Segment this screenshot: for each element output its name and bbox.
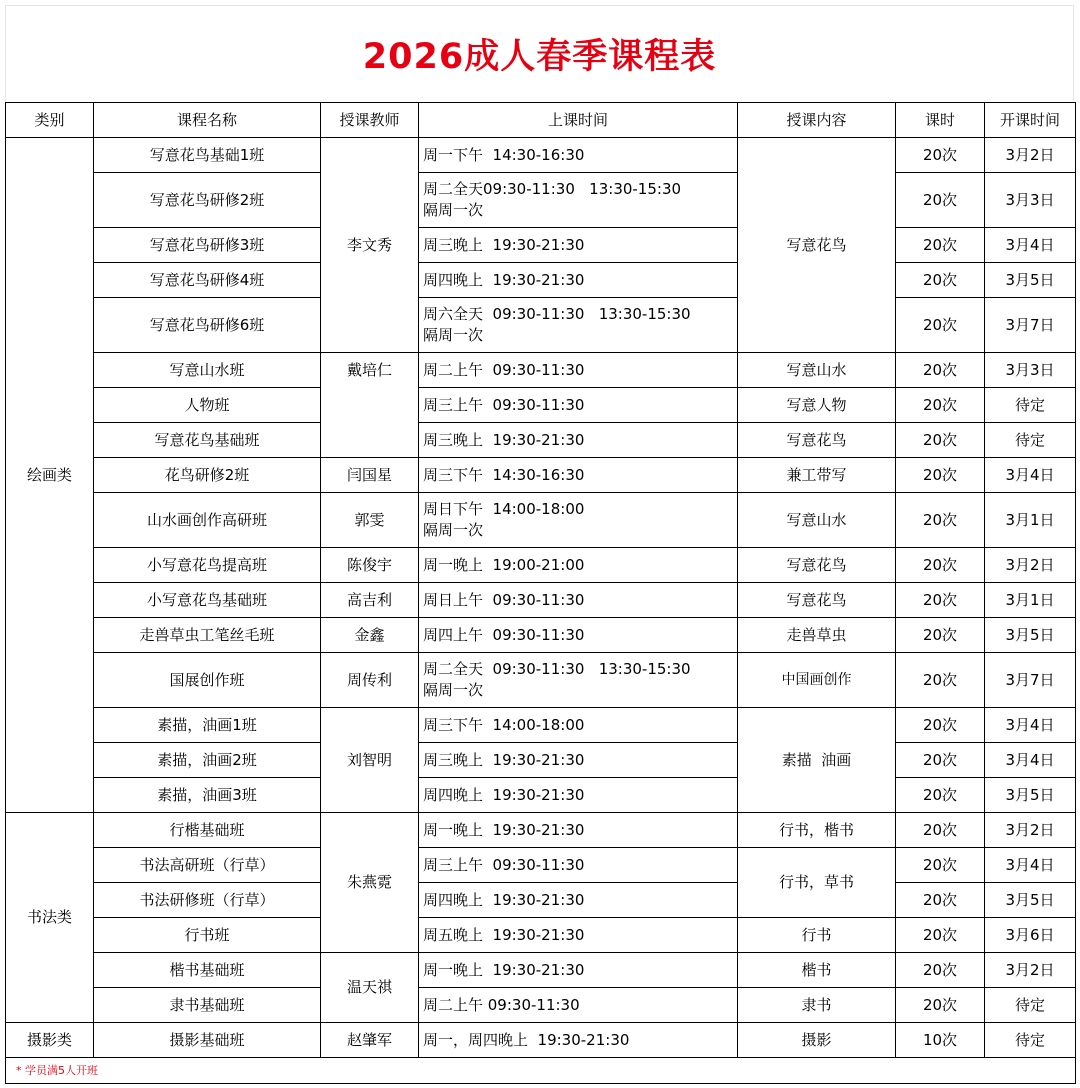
start-cell: 3月4日 (985, 708, 1076, 743)
table-row (6, 138, 1076, 173)
table-row (6, 883, 1076, 918)
hours-cell: 20次 (896, 263, 985, 298)
hours-cell: 20次 (896, 493, 985, 548)
course-cell: 小写意花鸟提高班 (94, 548, 321, 583)
hours-cell: 20次 (896, 353, 985, 388)
header-teacher: 授课教师 (321, 103, 419, 138)
content-cell: 兼工带写 (738, 458, 896, 493)
hours-cell: 20次 (896, 173, 985, 228)
time-cell: 周三晚上 19:30-21:30 (419, 743, 738, 778)
course-cell: 摄影基础班 (94, 1023, 321, 1058)
content-cell: 行书 (738, 918, 896, 953)
course-cell: 走兽草虫工笔丝毛班 (94, 618, 321, 653)
table-row (6, 813, 1076, 848)
course-cell: 写意山水班 (94, 353, 321, 388)
teacher-cell: 高吉利 (321, 583, 419, 618)
time-cell: 周一下午 14:30-16:30 (419, 138, 738, 173)
hours-cell: 20次 (896, 918, 985, 953)
time-cell: 周二上午 09:30-11:30 (419, 353, 738, 388)
start-cell: 待定 (985, 1023, 1076, 1058)
start-cell: 待定 (985, 423, 1076, 458)
teacher-cell: 郭雯 (321, 493, 419, 548)
start-cell: 3月4日 (985, 228, 1076, 263)
start-cell: 3月1日 (985, 583, 1076, 618)
hours-cell: 10次 (896, 1023, 985, 1058)
course-cell: 国展创作班 (94, 653, 321, 708)
start-cell: 3月2日 (985, 953, 1076, 988)
table-row (6, 618, 1076, 653)
time-cell: 周一，周四晚上 19:30-21:30 (419, 1023, 738, 1058)
teacher-cell: 金鑫 (321, 618, 419, 653)
start-cell: 3月7日 (985, 298, 1076, 353)
course-cell: 隶书基础班 (94, 988, 321, 1023)
teacher-cell: 周传利 (321, 653, 419, 708)
time-cell: 周四上午 09:30-11:30 (419, 618, 738, 653)
start-cell: 3月5日 (985, 778, 1076, 813)
table-row (6, 423, 1076, 458)
course-cell: 写意花鸟基础班 (94, 423, 321, 458)
course-cell: 人物班 (94, 388, 321, 423)
start-cell: 3月7日 (985, 653, 1076, 708)
content-cell: 行书，草书 (738, 848, 896, 918)
start-cell: 3月6日 (985, 918, 1076, 953)
header-category: 类别 (6, 103, 94, 138)
course-cell: 素描，油画3班 (94, 778, 321, 813)
start-cell: 待定 (985, 388, 1076, 423)
table-row (6, 548, 1076, 583)
category-cell: 摄影类 (6, 1023, 94, 1058)
header-time: 上课时间 (419, 103, 738, 138)
header-content: 授课内容 (738, 103, 896, 138)
content-cell: 写意山水 (738, 353, 896, 388)
course-cell: 素描，油画2班 (94, 743, 321, 778)
time-cell: 周六全天 09:30-11:30 13:30-15:30 隔周一次 (419, 298, 738, 353)
hours-cell: 20次 (896, 953, 985, 988)
time-cell: 周三上午 09:30-11:30 (419, 848, 738, 883)
category-cell: 绘画类 (6, 138, 94, 813)
table-row (6, 988, 1076, 1023)
table-row (6, 353, 1076, 388)
table-row (6, 743, 1076, 778)
start-cell: 3月5日 (985, 263, 1076, 298)
course-cell: 行楷基础班 (94, 813, 321, 848)
footnote: * 学员满5人开班 (6, 1058, 1076, 1084)
time-cell: 周三下午 14:00-18:00 (419, 708, 738, 743)
course-cell: 行书班 (94, 918, 321, 953)
start-cell: 3月4日 (985, 458, 1076, 493)
teacher-cell: 赵肇军 (321, 1023, 419, 1058)
hours-cell: 20次 (896, 228, 985, 263)
table-row (6, 918, 1076, 953)
header-start: 开课时间 (985, 103, 1076, 138)
hours-cell: 20次 (896, 618, 985, 653)
start-cell: 待定 (985, 988, 1076, 1023)
time-cell: 周二上午 09:30-11:30 (419, 988, 738, 1023)
table-row (6, 708, 1076, 743)
course-cell: 书法研修班（行草） (94, 883, 321, 918)
table-row (6, 1023, 1076, 1058)
table-row (6, 298, 1076, 353)
title-bar (5, 5, 1074, 102)
content-cell: 楷书 (738, 953, 896, 988)
time-cell: 周三下午 14:30-16:30 (419, 458, 738, 493)
time-cell: 周四晚上 19:30-21:30 (419, 883, 738, 918)
table-row (6, 953, 1076, 988)
hours-cell: 20次 (896, 813, 985, 848)
course-cell: 小写意花鸟基础班 (94, 583, 321, 618)
footnote-row (6, 1058, 1076, 1084)
time-cell: 周日上午 09:30-11:30 (419, 583, 738, 618)
course-cell: 楷书基础班 (94, 953, 321, 988)
start-cell: 3月3日 (985, 173, 1076, 228)
start-cell: 3月2日 (985, 813, 1076, 848)
teacher-cell: 陈俊宇 (321, 548, 419, 583)
table-row (6, 778, 1076, 813)
time-cell: 周日下午 14:00-18:00 隔周一次 (419, 493, 738, 548)
hours-cell: 20次 (896, 298, 985, 353)
time-cell: 周二全天09:30-11:30 13:30-15:30 隔周一次 (419, 173, 738, 228)
table-row (6, 493, 1076, 548)
course-cell: 写意花鸟研修4班 (94, 263, 321, 298)
hours-cell: 20次 (896, 388, 985, 423)
start-cell: 3月5日 (985, 618, 1076, 653)
content-cell: 写意花鸟 (738, 583, 896, 618)
course-cell: 写意花鸟研修2班 (94, 173, 321, 228)
schedule-sheet (5, 5, 1075, 1083)
hours-cell: 20次 (896, 423, 985, 458)
time-cell: 周三晚上 19:30-21:30 (419, 228, 738, 263)
hours-cell: 20次 (896, 988, 985, 1023)
content-cell: 写意花鸟 (738, 548, 896, 583)
schedule-table (5, 102, 1076, 1084)
start-cell: 3月2日 (985, 548, 1076, 583)
table-row (6, 173, 1076, 228)
hours-cell: 20次 (896, 848, 985, 883)
time-cell: 周四晚上 19:30-21:30 (419, 263, 738, 298)
hours-cell: 20次 (896, 548, 985, 583)
course-cell: 写意花鸟研修6班 (94, 298, 321, 353)
header-hours: 课时 (896, 103, 985, 138)
start-cell: 3月5日 (985, 883, 1076, 918)
teacher-cell: 温天祺 (321, 953, 419, 1023)
content-cell: 隶书 (738, 988, 896, 1023)
hours-cell: 20次 (896, 778, 985, 813)
category-cell: 书法类 (6, 813, 94, 1023)
time-cell: 周一晚上 19:00-21:00 (419, 548, 738, 583)
table-row (6, 653, 1076, 708)
table-row (6, 388, 1076, 423)
start-cell: 3月3日 (985, 353, 1076, 388)
course-cell: 花鸟研修2班 (94, 458, 321, 493)
teacher-cell: 戴培仁 (321, 353, 419, 458)
teacher-cell: 闫国星 (321, 458, 419, 493)
page-title: 2026成人春季课程表 (362, 37, 717, 77)
content-cell: 行书，楷书 (738, 813, 896, 848)
time-cell: 周五晚上 19:30-21:30 (419, 918, 738, 953)
table-row (6, 228, 1076, 263)
course-cell: 山水画创作高研班 (94, 493, 321, 548)
content-cell: 写意山水 (738, 493, 896, 548)
header-row (6, 103, 1076, 138)
start-cell: 3月4日 (985, 848, 1076, 883)
teacher-cell: 朱燕霓 (321, 813, 419, 953)
start-cell: 3月1日 (985, 493, 1076, 548)
header-course: 课程名称 (94, 103, 321, 138)
content-cell: 素描 油画 (738, 708, 896, 813)
time-cell: 周三晚上 19:30-21:30 (419, 423, 738, 458)
table-row (6, 458, 1076, 493)
time-cell: 周三上午 09:30-11:30 (419, 388, 738, 423)
course-cell: 书法高研班（行草） (94, 848, 321, 883)
content-cell: 走兽草虫 (738, 618, 896, 653)
hours-cell: 20次 (896, 583, 985, 618)
content-cell: 摄影 (738, 1023, 896, 1058)
hours-cell: 20次 (896, 653, 985, 708)
time-cell: 周一晚上 19:30-21:30 (419, 813, 738, 848)
hours-cell: 20次 (896, 138, 985, 173)
table-row (6, 583, 1076, 618)
hours-cell: 20次 (896, 743, 985, 778)
time-cell: 周四晚上 19:30-21:30 (419, 778, 738, 813)
content-cell: 写意花鸟 (738, 423, 896, 458)
teacher-cell: 刘智明 (321, 708, 419, 813)
hours-cell: 20次 (896, 458, 985, 493)
content-cell: 写意花鸟 (738, 138, 896, 353)
hours-cell: 20次 (896, 883, 985, 918)
time-cell: 周二全天 09:30-11:30 13:30-15:30 隔周一次 (419, 653, 738, 708)
course-cell: 写意花鸟研修3班 (94, 228, 321, 263)
hours-cell: 20次 (896, 708, 985, 743)
teacher-cell: 李文秀 (321, 138, 419, 353)
start-cell: 3月2日 (985, 138, 1076, 173)
time-cell: 周一晚上 19:30-21:30 (419, 953, 738, 988)
content-cell: 中国画创作 (738, 653, 896, 708)
table-row (6, 263, 1076, 298)
start-cell: 3月4日 (985, 743, 1076, 778)
content-cell: 写意人物 (738, 388, 896, 423)
course-cell: 写意花鸟基础1班 (94, 138, 321, 173)
course-cell: 素描，油画1班 (94, 708, 321, 743)
table-row (6, 848, 1076, 883)
